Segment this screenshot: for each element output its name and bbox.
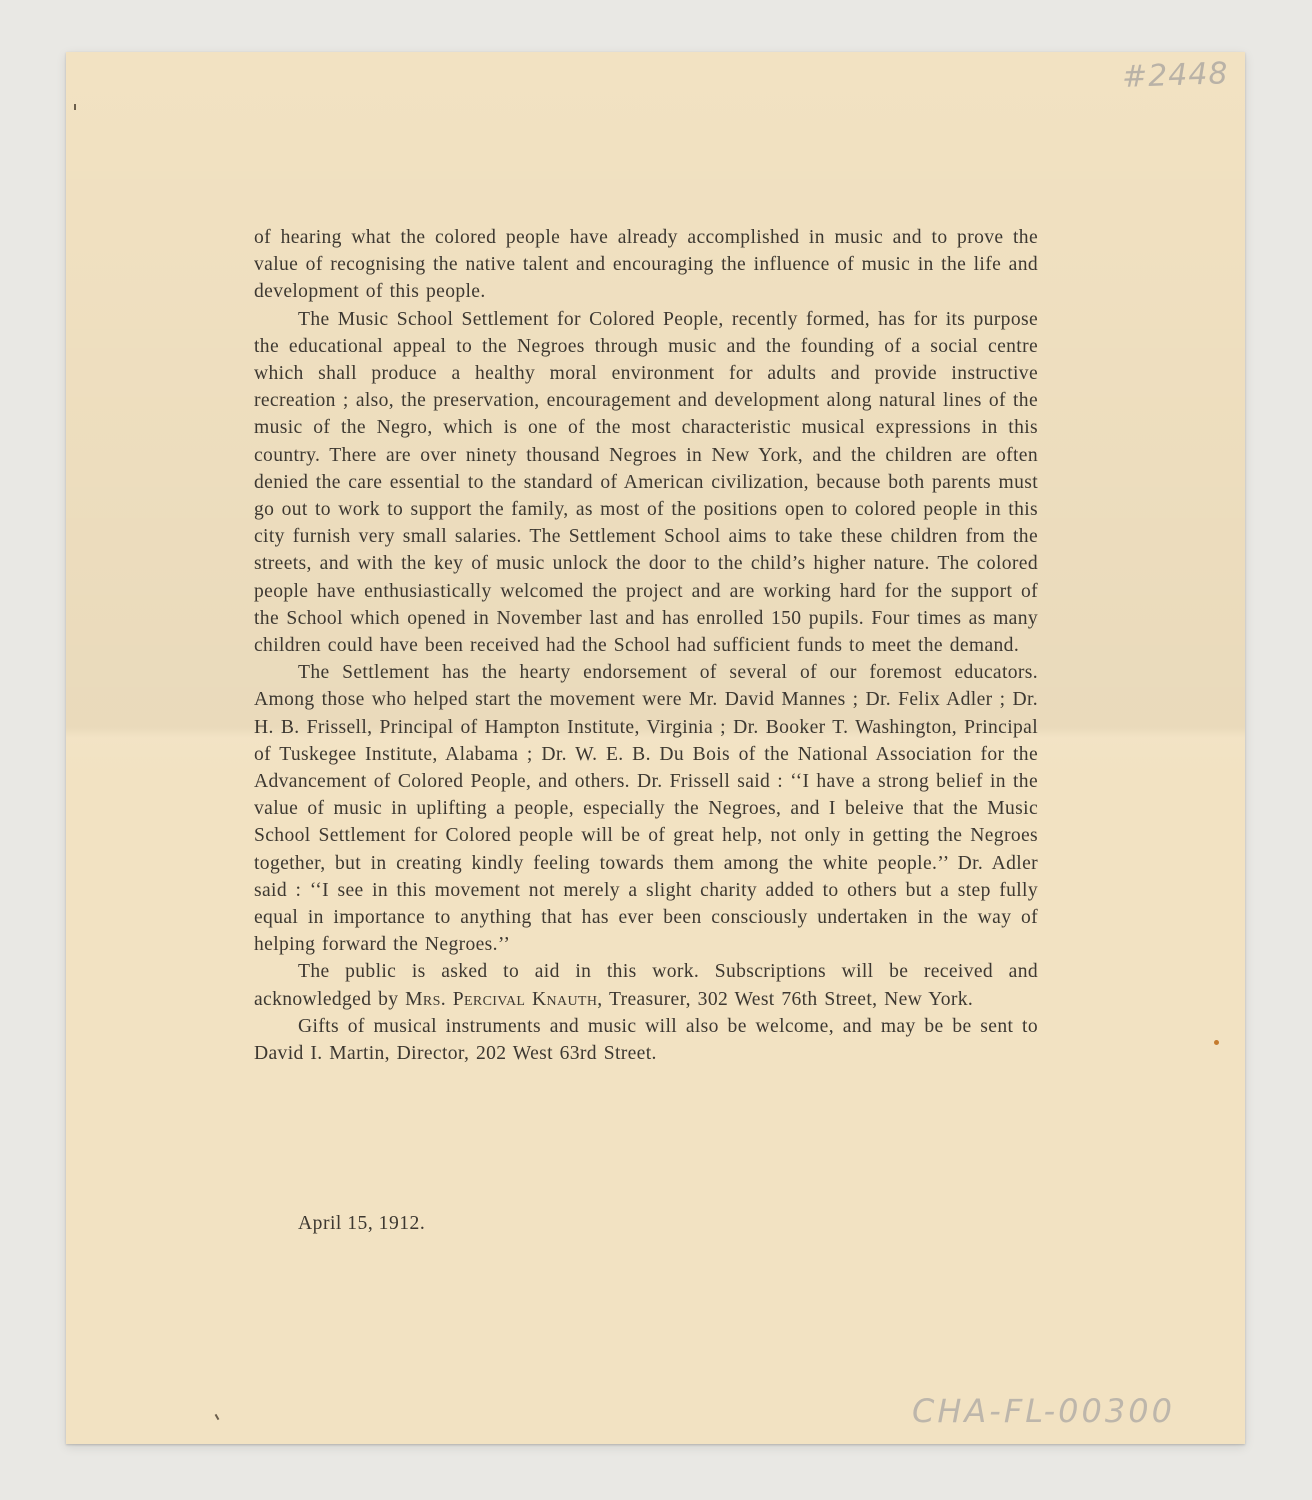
paper-mark — [74, 104, 76, 110]
subscriptions-text-end: , Treasurer, 302 West 76th Street, New York. — [597, 988, 974, 1010]
treasurer-name: Mrs. Percival Knauth — [405, 988, 598, 1010]
paragraph-continuation: of hearing what the colored people have already accomplished in music and to prove the value of recognising the native talent and encouraging the influence of music in the life and development of this people. — [254, 227, 1038, 303]
paragraph-purpose: The Music School Settlement for Colored People, recently formed, has for its purpose the educational appeal to the Negroes through music and the founding of a social centre which shall produce a healthy moral environment for adults and provide instructive recreation ; also, the preservation, encouragement and development along natural lines of the music of the Negro, which is one of the most characteristic musical expressions in this country. There are over ninety thousand Negroes in New York, and the children are often denied the care essential to the standard of American civilization, because both parents must go out to work to support the family, as most of the positions open to colored people in this city furnish very small salaries. The Settlement School aims to take these children from the streets, and with the key of music unlock the door to the child’s higher nature. The colored people have enthusiastically welcomed the project and are working hard for the support of the School which opened in November last and has enrolled 150 pupils. Four times as many children could have been received had the School had sufficient funds to meet the demand. — [254, 308, 1038, 657]
handwritten-accession-number: #2448 — [1121, 56, 1230, 95]
paragraph-subscriptions — [254, 958, 1038, 1012]
letter-body — [254, 224, 1038, 1067]
paragraph-gifts: Gifts of musical instruments and music will also be welcome, and may be be sent to David I. Martin, Director, 202 West 63rd Street. — [254, 1015, 1038, 1065]
paragraph-endorsements: The Settlement has the hearty endorsement of several of our foremost educators. Among those who helped start the movement were Mr. David Mannes ; Dr. Felix Adler ; Dr. H. B. Frissell, Principal of Hampton Institute, Virginia ; Dr. Booker T. Washington, Principal of Tuskegee Institute, Alabama ; Dr. W. E. B. Du Bois of the National Association for the Advancement of Colored People, and others. Dr. Frissell said : ‘‘I have a strong belief in the value of music in uplifting a people, especially the Negroes, and I beleive that the Music School Settlement for Colored people will be of great help, not only in getting the Negroes together, but in creating kindly feeling towards them among the white people.’’ Dr. Adler said : ‘‘I see in this movement not merely a slight charity added to others but a step fully equal in importance to anything that has ever been consciously undertaken in the way of helping forward the Negroes.’’ — [254, 662, 1038, 956]
paper-stain — [1214, 1040, 1219, 1045]
subscriptions-text-start: The public is asked to aid in this work. Subscriptions will be received and acknowledged by — [254, 961, 1038, 1010]
document-date: April 15, 1912. — [298, 1213, 426, 1234]
handwritten-catalog-number: CHA-FL-00300 — [912, 1392, 1175, 1430]
